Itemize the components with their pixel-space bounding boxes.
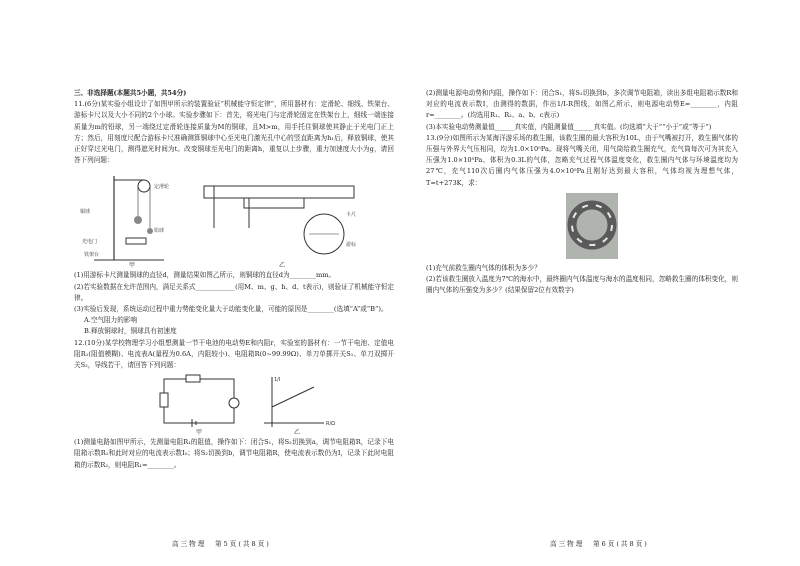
q12-part3: (3)本实验电动势测量值______真实值，内阻测量值______真实值。(均选填“大于”“小于”或“等于”) bbox=[426, 122, 712, 131]
q13-part2: (2)若该救生圈放入温度为7℃的海水中，最终圈内气体温度与海水的温度相同，忽略救生圈的体积变化，则圈内气体的压强变为多少？(结果保留2位有效数字) bbox=[426, 275, 738, 295]
q11-option-b: B.释放铜球时，铜球具有初速度 bbox=[84, 327, 177, 336]
label-photogate: 光电门 bbox=[82, 239, 98, 246]
q13-part1: (1)充气前救生圈内气体的体积为多少？ bbox=[426, 263, 541, 272]
section-title: 三、非选择题(本题共5小题，共54分) bbox=[74, 89, 187, 97]
q12-fig-label-yi: 乙 bbox=[294, 429, 301, 436]
q12-stem: 12.(10分)某学校物理学习小组想测量一节干电池的电动势E和内阻r，实验室的器材有：一节干电池、定值电阻R₁(阻值模糊)、电流表A(量程为0.6A，内阻较小)、电阻箱R(0~99.99Ω)、单刀单掷开关S₁、单刀双掷开关S₂，导线若干，请回答下列问题： bbox=[74, 338, 394, 370]
q11-stem: 11.(6分)某实验小组设计了如图甲所示的装置验证“机械能守恒定律”，所用器材有：定滑轮、细线、铁架台、游标卡尺以及大小不同的2个小球。实验步骤如下：首先，将光电门与定滑轮固定在铁架台上，细线一端连接质量为m的铅球，另一端绕过定滑轮连接质量为M的铜球，且M>m，用手托住铜球使其静止于光电门正上方；然后，用刻度尺配合游标卡尺准确测算铜球中心至光电门激光孔中心的竖直距离为h₁后，释放铜球，使其正好穿过光电门，测得遮光时间为t。改变铜球至光电门的距离h，重复以上步骤，重力加速度大小为g，请回答下列问题： bbox=[74, 100, 394, 165]
right-page bbox=[426, 88, 738, 296]
label-pulley: 定滑轮 bbox=[154, 184, 170, 191]
graph-x-label: R/Ω bbox=[326, 421, 335, 428]
life-buoy-photo bbox=[426, 191, 738, 261]
q11-option-a: A.空气阻力的影响 bbox=[84, 316, 138, 325]
left-footer: 高三物理 第5页(共8页) bbox=[172, 540, 271, 548]
q13-stem: 13.(9分)如图所示为某海洋游乐场的救生圈，该救生圈的最大容积为10L，由于气嘴被打开，救生圈气体的压强与外界大气压相同，均为1.0×10⁵Pa。现将气嘴关闭，用气筒给救生圈充气，充气筒每次可为其充入压强为1.0×10⁵Pa、体积为0.3L的气体，忽略充气过程气体温度变化，救生圈内气体与环境温度均为27℃，充气110次后圈内气体压强为4.0×10⁵Pa且刚好达到最大容积，气体均视为理想气体，T=t+273K，求： bbox=[426, 133, 738, 187]
left-page bbox=[74, 88, 394, 471]
fig-label-jia: 甲 bbox=[129, 262, 136, 269]
fig-label-yi: 乙 bbox=[279, 262, 286, 269]
label-caliper: 卡尺 bbox=[346, 212, 357, 219]
q11-part3: (3)实验后发现，系统运动过程中重力势能变化量大于动能变化量，可能的原因是________(选填“A”或“B”)。 bbox=[74, 305, 388, 314]
right-footer: 高三物理 第6页(共8页) bbox=[550, 540, 649, 548]
q11-part2: (2)若实验数据在允许范围内，满足关系式____________(用M、m、g、h、d、t表示)，则验证了机械能守恒定律。 bbox=[74, 282, 394, 302]
label-lead-ball: 铅球 bbox=[154, 228, 165, 235]
q11-apparatus-diagram bbox=[74, 168, 374, 268]
graph-y-label: 1/I bbox=[274, 377, 281, 384]
q11-figure bbox=[74, 168, 394, 268]
q12-figure bbox=[74, 373, 394, 435]
label-vernier: 游标 bbox=[346, 242, 357, 249]
q12-part1: (1)测量电路如图甲所示，先测量电阻R₁的阻值，操作如下：闭合S₁，将S₂切换到a，调节电阻箱R，记录下电阻箱示数R₁和此时对应的电流表示数I₀；将S₂切换到b，调节电阻箱R，使电流表示数仍为I，记录下此时电阻箱的示数R₂，则电阻R₁=________。 bbox=[74, 438, 394, 469]
q13-figure bbox=[426, 191, 738, 261]
label-copper-ball: 铜球 bbox=[80, 209, 91, 216]
q12-part2: (2)测量电源电动势和内阻，操作如下：闭合S₁，将S₂切换到b，多次调节电阻箱，读出多组电阻箱示数R和对应的电流表示数I，由测得的数据，作出1/I-R图线，如图乙所示，则电源电动势E=________，内阻r=________。(均选用R₁、R₂、a、b、c表示) bbox=[426, 89, 738, 120]
q11-part1: (1)用游标卡尺测量铜球的直径d，测量结果如图乙所示，则铜球的直径d为________mm。 bbox=[74, 271, 336, 280]
label-stand: 铁架台 bbox=[84, 252, 100, 259]
q12-fig-label-jia: 甲 bbox=[196, 429, 203, 436]
q12-circuit-diagram bbox=[74, 373, 374, 435]
